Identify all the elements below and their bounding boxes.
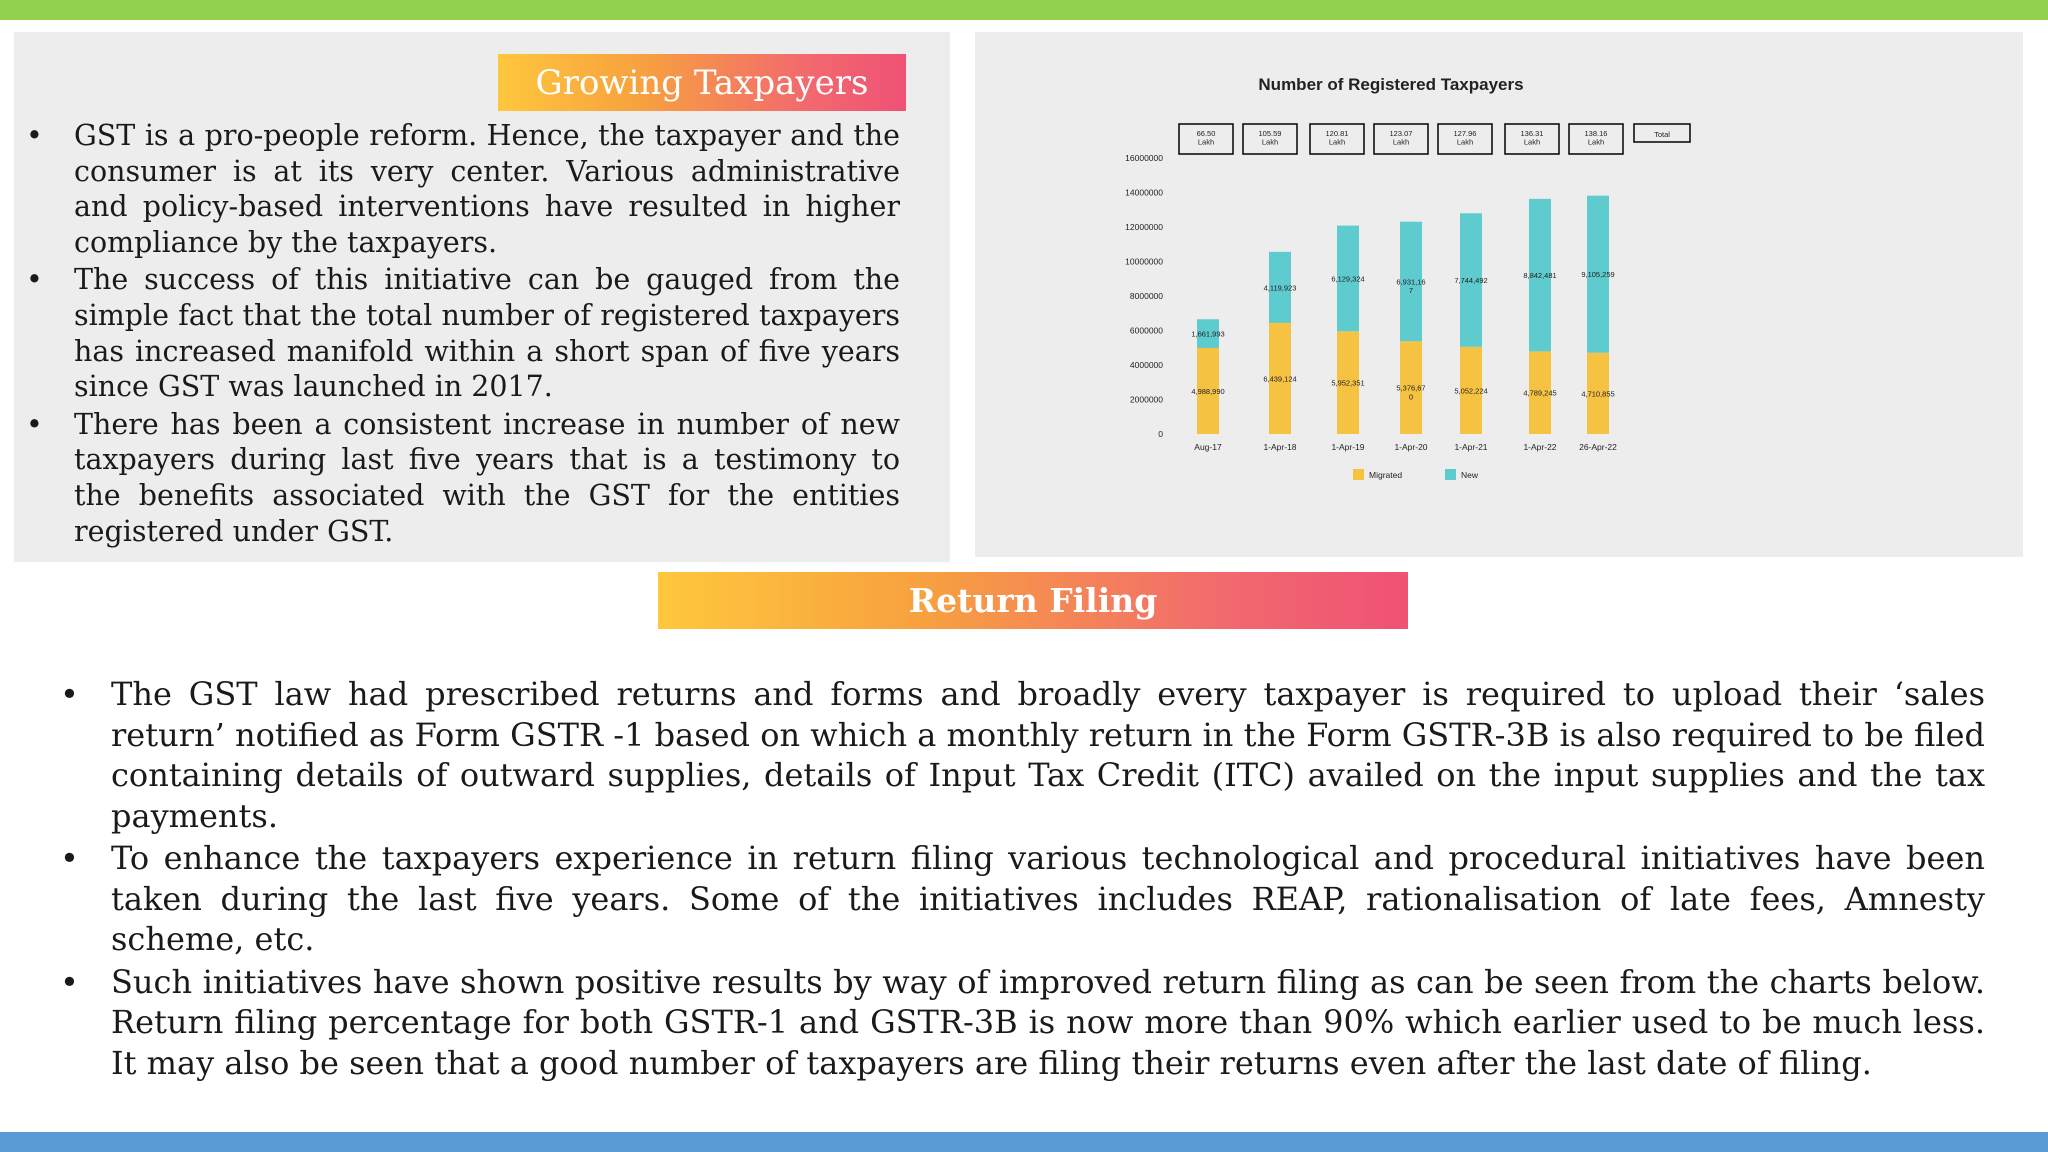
return-filing-bullets (60, 674, 1985, 1085)
total-box-label: 123.07 Lakh (1389, 129, 1413, 147)
x-tick-label: 1-Apr-21 (1454, 442, 1488, 452)
data-label-migrated: 6,439,124 (1263, 374, 1297, 384)
y-tick-label: 12000000 (1125, 222, 1163, 232)
return-filing-heading: Return Filing (658, 572, 1408, 629)
bullet-item: • Such initiatives have shown positive results by way of improved return filing as can be seen from the charts below. Return filing percentage for both GSTR-1 and GSTR-3B is now more than 90% which earlier used to be much less. It may also be seen that a good number of taxpayers are filing their returns even after the last date of filing. (60, 962, 1985, 1084)
data-label-new: 6,931,16 7 (1396, 277, 1426, 296)
growing-taxpayers-heading: Growing Taxpayers (498, 54, 906, 111)
data-label-migrated: 5,052,224 (1454, 386, 1488, 396)
total-box-label: Total (1654, 130, 1670, 139)
total-box-label: 127.96 Lakh (1453, 129, 1477, 147)
y-tick-label: 2000000 (1129, 394, 1163, 405)
data-label-new: 8,842,481 (1523, 271, 1557, 281)
x-tick-label: 1-Apr-19 (1331, 442, 1365, 452)
bullet-item: • GST is a pro-people reform. Hence, the taxpayer and the consumer is at its very center. Various administrative and policy-based interventions have resulted in higher compliance by the taxpayers. (26, 118, 900, 260)
y-tick-label: 16000000 (1125, 153, 1163, 163)
growing-taxpayers-bullets (26, 118, 900, 551)
legend-swatch (1353, 469, 1364, 480)
legend-label: Migrated (1369, 470, 1403, 480)
total-box-label: 138.16 Lakh (1584, 129, 1608, 147)
data-label-new: 4,119,923 (1263, 283, 1297, 293)
total-box-label: 66.50 Lakh (1196, 129, 1216, 147)
x-tick-label: Aug-17 (1194, 442, 1222, 452)
y-tick-label: 14000000 (1125, 187, 1163, 198)
x-tick-label: 1-Apr-18 (1263, 442, 1297, 452)
data-label-migrated: 4,789,245 (1523, 388, 1557, 398)
registered-taxpayers-chart (975, 32, 2023, 557)
bullet-item: • The GST law had prescribed returns and forms and broadly every taxpayer is required to upload their ‘sales return’ notified as Form GSTR -1 based on which a monthly return in the Form GSTR-3B is also required to be filed containing details of outward supplies, details of Input Tax Credit (ITC) availed on the input supplies and the tax payments. (60, 674, 1985, 836)
data-label-new: 1,661,993 (1191, 329, 1225, 339)
data-label-new: 7,744,492 (1454, 276, 1488, 286)
legend-swatch (1445, 469, 1456, 480)
y-tick-label: 4000000 (1129, 360, 1163, 370)
bullet-item: • There has been a consistent increase in number of new taxpayers during last five years that is a testimony to the benefits associated with the GST for the entities registered under GST. (26, 407, 900, 549)
x-tick-label: 1-Apr-22 (1523, 442, 1557, 452)
top-accent-bar (0, 0, 2048, 20)
y-tick-label: 6000000 (1129, 325, 1163, 336)
bullet-item: • To enhance the taxpayers experience in return filing various technological and procedural initiatives have been taken during the last five years. Some of the initiatives includes REAP, rationalisation of late fees, Amnesty scheme, etc. (60, 838, 1985, 960)
y-tick-label: 10000000 (1125, 256, 1163, 267)
registered-taxpayers-chart-panel (975, 32, 2023, 557)
data-label-migrated: 4,710,855 (1581, 389, 1615, 399)
data-label-migrated: 5,952,351 (1331, 378, 1365, 388)
data-label-migrated: 5,376,67 0 (1396, 383, 1426, 402)
x-tick-label: 26-Apr-22 (1579, 442, 1617, 452)
y-tick-label: 0 (1158, 429, 1163, 439)
legend-label: New (1461, 470, 1479, 480)
total-box-label: 136.31 Lakh (1520, 129, 1544, 147)
data-label-new: 9,105,259 (1581, 270, 1615, 280)
data-label-new: 6,129,324 (1331, 274, 1365, 284)
bullet-item: • The success of this initiative can be gauged from the simple fact that the total number of registered taxpayers has increased manifold within a short span of five years since GST was launched in 2017. (26, 262, 900, 404)
chart-title: Number of Registered Taxpayers (1258, 75, 1524, 94)
data-label-migrated: 4,988,990 (1191, 386, 1225, 396)
total-box-label: 120.81 Lakh (1325, 129, 1349, 147)
y-tick-label: 8000000 (1129, 291, 1163, 301)
bottom-accent-bar (0, 1132, 2048, 1152)
total-box-label: 105.59 Lakh (1258, 129, 1282, 147)
x-tick-label: 1-Apr-20 (1394, 442, 1428, 452)
